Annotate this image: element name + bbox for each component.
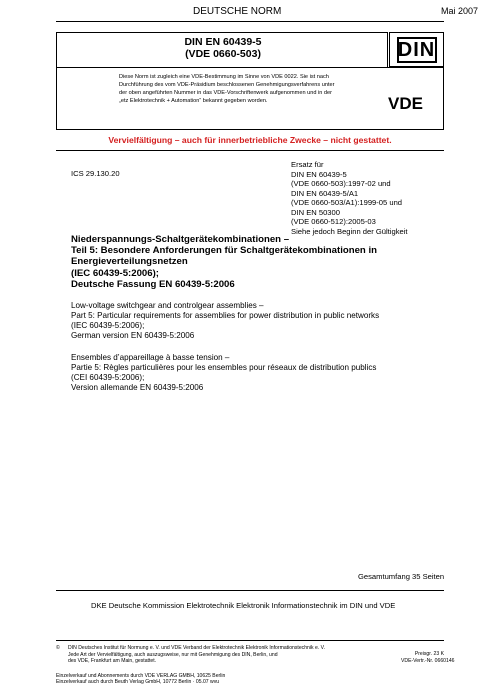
- din-logo: DIN: [397, 38, 436, 61]
- title-line: Low-voltage switchgear and controlgear assemblies –: [71, 301, 264, 310]
- price-info: [401, 651, 455, 664]
- title-line: Niederspannungs-Schaltgerätekombinationen –: [71, 234, 290, 245]
- warning-rule: [56, 150, 444, 151]
- copyright-icon: ©: [56, 645, 60, 651]
- copy-warning: Vervielfältigung – auch für innerbetriebliche Zwecke – nicht gestattet.: [108, 135, 392, 145]
- sales-info: [56, 673, 356, 686]
- ersatz-line: Ersatz für: [291, 160, 324, 169]
- standard-number: DIN EN 60439-5: [184, 36, 262, 48]
- copyright-line: DIN Deutsches Institut für Normung e. V. und VDE Verband der Elektrotechnik Elektronik Informationstechnik e. V.: [68, 645, 325, 651]
- ersatz-line: (VDE 0660-503):1997-02 und: [291, 179, 391, 188]
- title-line: German version EN 60439-5:2006: [71, 331, 195, 340]
- notice-box: [56, 67, 444, 130]
- title-line: (CEI 60439-5:2006);: [71, 373, 145, 382]
- sales-line: Einzelverkauf und Abonnements durch VDE VERLAG GMBH, 10625 Berlin: [56, 673, 226, 679]
- sales-line: Einzelverkauf auch durch Beuth Verlag GmbH, 10772 Berlin · 05.07 wvu: [56, 679, 220, 686]
- dke-commission: DKE Deutsche Kommission Elektrotechnik Elektronik Informationstechnik im DIN und VDE: [91, 601, 396, 610]
- vde-logo: VDE: [388, 94, 423, 113]
- ersatz-line: (VDE 0660-512):2005-03: [291, 217, 376, 226]
- header-rule: [56, 21, 444, 22]
- vde-notice: [119, 73, 389, 105]
- title-line: (IEC 60439-5:2006);: [71, 321, 145, 330]
- ersatz-line: Siehe jedoch Beginn der Gültigkeit: [291, 226, 408, 236]
- copyright-line: Jede Art der Vervielfältigung, auch auszugsweise, nur mit Genehmigung des DIN, Berlin, und: [68, 651, 278, 658]
- french-title: [71, 353, 441, 393]
- ersatz-line: DIN EN 50300: [291, 207, 340, 217]
- title-line: Energieverteilungsnetzen: [71, 256, 188, 268]
- title-line: Partie 5: Règles particulières pour les ensembles pour réseaux de distribution publics: [71, 363, 377, 372]
- title-line: Version allemande EN 60439-5:2006: [71, 383, 204, 392]
- ersatz-line: DIN EN 60439-5: [291, 169, 347, 179]
- title-line: Deutsche Fassung EN 60439-5:2006: [71, 278, 235, 290]
- title-line: Ensembles d’appareillage à basse tension –: [71, 353, 230, 362]
- header-label: DEUTSCHE NORM: [193, 6, 282, 17]
- english-title: [71, 301, 441, 341]
- notice-line: „etz Elektrotechnik + Automation“ bekannt gegeben worden.: [119, 98, 268, 104]
- ics-code: ICS 29.130.20: [71, 169, 120, 178]
- german-title: [71, 234, 431, 290]
- notice-line: der oben angeführten Nummer in das VDE-Vorschriftenwerk aufgenommen und in der: [119, 90, 332, 96]
- copyright-notice: [56, 645, 376, 665]
- total-pages: Gesamtumfang 35 Seiten: [358, 572, 445, 581]
- din-logo-box: [389, 32, 444, 67]
- vde-sales-number: VDE-Vertr.-Nr. 0660146: [401, 657, 455, 664]
- ersatz-line: (VDE 0660-503/A1):1999-05 und: [291, 198, 403, 207]
- notice-line: Diese Norm ist zugleich eine VDE-Bestimmung im Sinne von VDE 0022. Sie ist nach: [119, 74, 329, 80]
- price-group: Preisgr. 23 K: [414, 651, 444, 657]
- title-line: (IEC 60439-5:2006);: [71, 267, 159, 279]
- header-date: Mai 2007: [441, 6, 479, 16]
- title-line: Part 5: Particular requirements for assemblies for power distribution in public networks: [71, 311, 380, 320]
- standard-vde-number: (VDE 0660-503): [185, 48, 261, 60]
- dke-top-rule: [56, 590, 444, 591]
- notice-line: Durchführung des vom VDE-Präsidium beschlossenen Genehmigungsverfahrens unter: [119, 82, 335, 88]
- title-line: Teil 5: Besondere Anforderungen für Schaltgerätekombinationen in: [71, 245, 377, 257]
- footer-rule: [56, 640, 444, 641]
- replacement-info: [291, 160, 441, 236]
- ersatz-line: DIN EN 60439-5/A1: [291, 188, 359, 198]
- standard-title-box: [56, 32, 388, 67]
- copyright-line: des VDE, Frankfurt am Main, gestattet.: [68, 658, 157, 665]
